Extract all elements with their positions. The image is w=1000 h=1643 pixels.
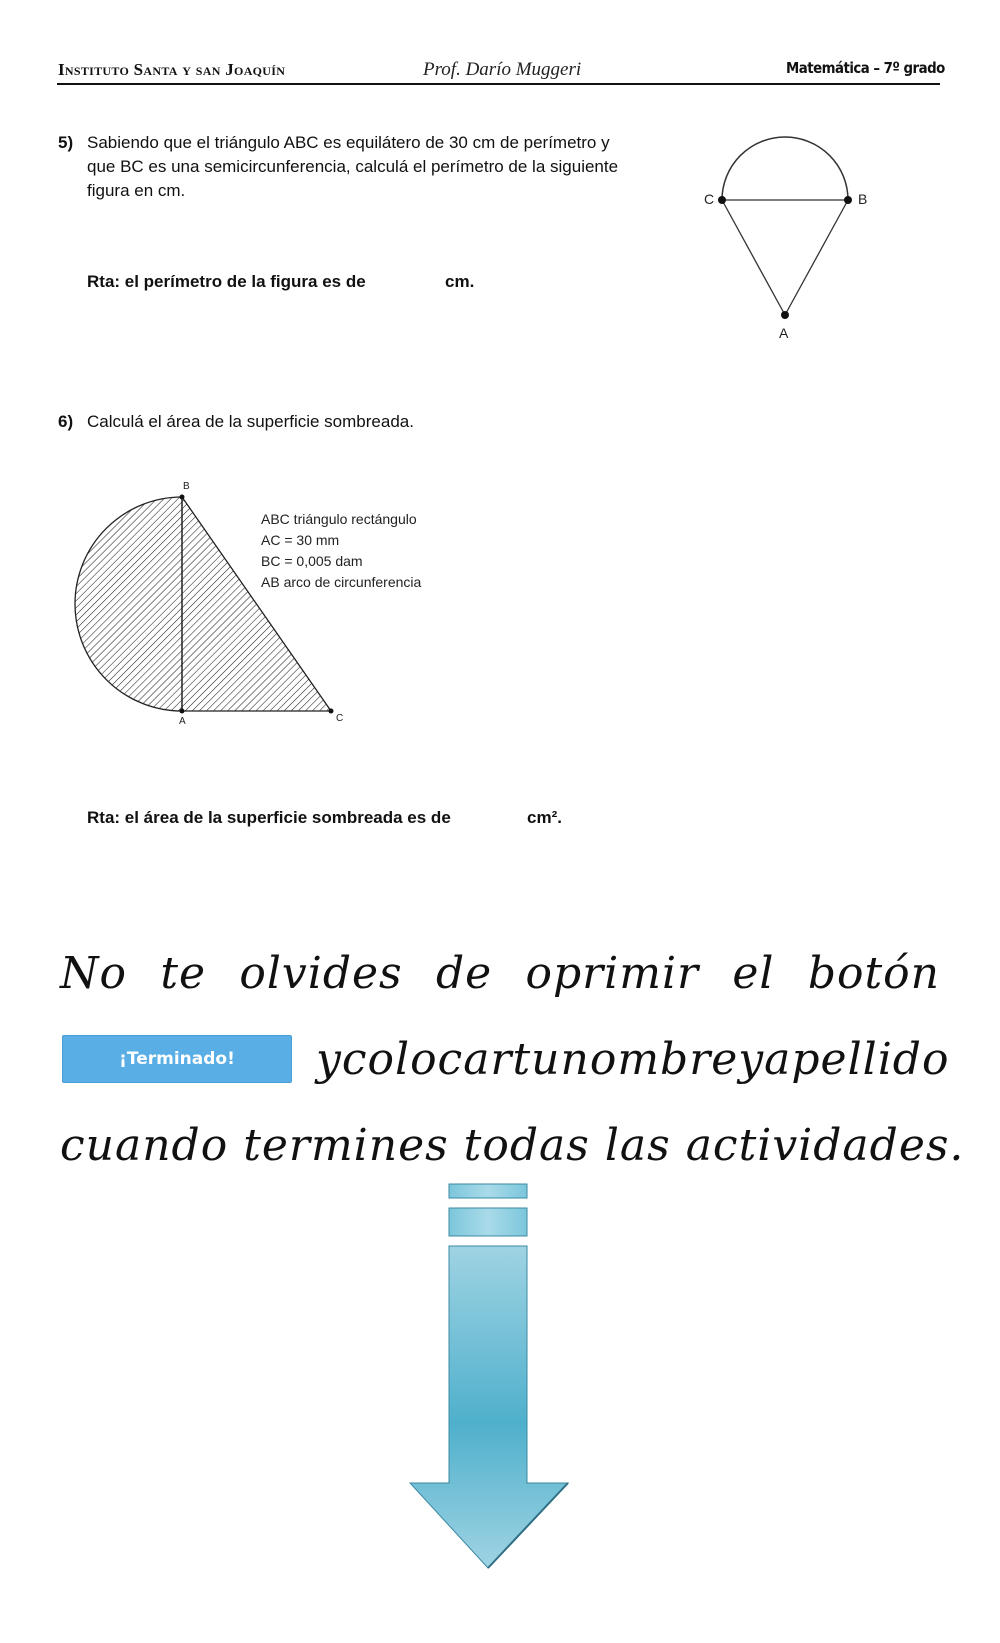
question-5-line-2: que BC es una semicircunferencia, calculá el perímetro de la siguiente — [87, 157, 619, 176]
label-b: B — [858, 191, 868, 207]
figure-info-4: AB arco de circunferencia — [261, 574, 422, 590]
question-5-answer-unit: cm. — [445, 272, 475, 291]
reminder-word: de — [435, 948, 493, 999]
question-5-line-1: Sabiendo que el triángulo ABC es equilátero de 30 cm de perímetro y — [87, 133, 610, 152]
reminder-word: botón — [807, 948, 940, 999]
question-5-line-3: figura en cm. — [87, 181, 186, 200]
reminder-line-3: cuando termines todas las actividades. — [60, 1120, 965, 1171]
point-b — [180, 495, 185, 500]
reminder-line-1 — [60, 948, 940, 999]
question-5-answer-prefix: Rta: el perímetro de la figura es de — [87, 272, 366, 291]
down-arrow-icon — [400, 1178, 580, 1578]
question-5-answer-input[interactable] — [372, 268, 438, 294]
arrow-stripe-2 — [449, 1208, 527, 1236]
figure-info-3: BC = 0,005 dam — [261, 553, 363, 569]
reminder-word: oprimir — [525, 948, 700, 999]
point-c — [329, 709, 334, 714]
triangle-semicircle-figure — [690, 125, 890, 350]
label-b: B — [183, 481, 190, 492]
question-6-text: Calculá el área de la superficie sombreada. — [87, 412, 414, 431]
question-5-text — [87, 131, 618, 203]
semicircle-arc — [722, 137, 848, 200]
shaded-region-figure — [60, 475, 460, 735]
label-c: C — [336, 713, 344, 724]
question-6-answer-input[interactable] — [452, 803, 522, 829]
reminder-line-2 — [316, 1034, 950, 1085]
reminder-word: te — [160, 948, 207, 999]
question-5-number: 5) — [58, 133, 74, 152]
point-c — [718, 196, 726, 204]
subject-grade: Matemática – 7º grado — [786, 59, 945, 77]
reminder-word: colocar — [341, 1034, 513, 1085]
label-a: A — [179, 716, 186, 727]
teacher-name: Prof. Darío Muggeri — [423, 59, 582, 80]
reminder-word: tu — [512, 1034, 561, 1085]
label-a: A — [779, 325, 789, 341]
reminder-word: No — [60, 948, 127, 999]
reminder-word: olvides — [239, 948, 403, 999]
question-6-answer-prefix: Rta: el área de la superficie sombreada es de — [87, 808, 451, 827]
segment-ba — [785, 200, 848, 315]
arrow-body — [410, 1246, 568, 1568]
question-6-number: 6) — [58, 412, 74, 431]
header-divider — [57, 83, 940, 85]
shaded-region — [75, 497, 331, 711]
arrow-stripe-1 — [449, 1184, 527, 1198]
reminder-word: nombre — [560, 1034, 739, 1085]
figure-info-2: AC = 30 mm — [261, 532, 340, 548]
reminder-word: y — [316, 1034, 342, 1085]
point-b — [844, 196, 852, 204]
segment-ca — [722, 200, 785, 315]
figure-info-1: ABC triángulo rectángulo — [261, 511, 417, 527]
reminder-word: el — [732, 948, 775, 999]
question-6-answer-unit: cm². — [527, 808, 562, 827]
point-a — [781, 311, 789, 319]
reminder-word: y — [738, 1034, 765, 1085]
school-name: Instituto Santa y san Joaquín — [58, 60, 286, 79]
label-c: C — [704, 191, 715, 207]
reminder-word: apellido — [764, 1034, 950, 1085]
terminado-button[interactable]: ¡Terminado! — [62, 1035, 292, 1083]
point-a — [180, 709, 185, 714]
